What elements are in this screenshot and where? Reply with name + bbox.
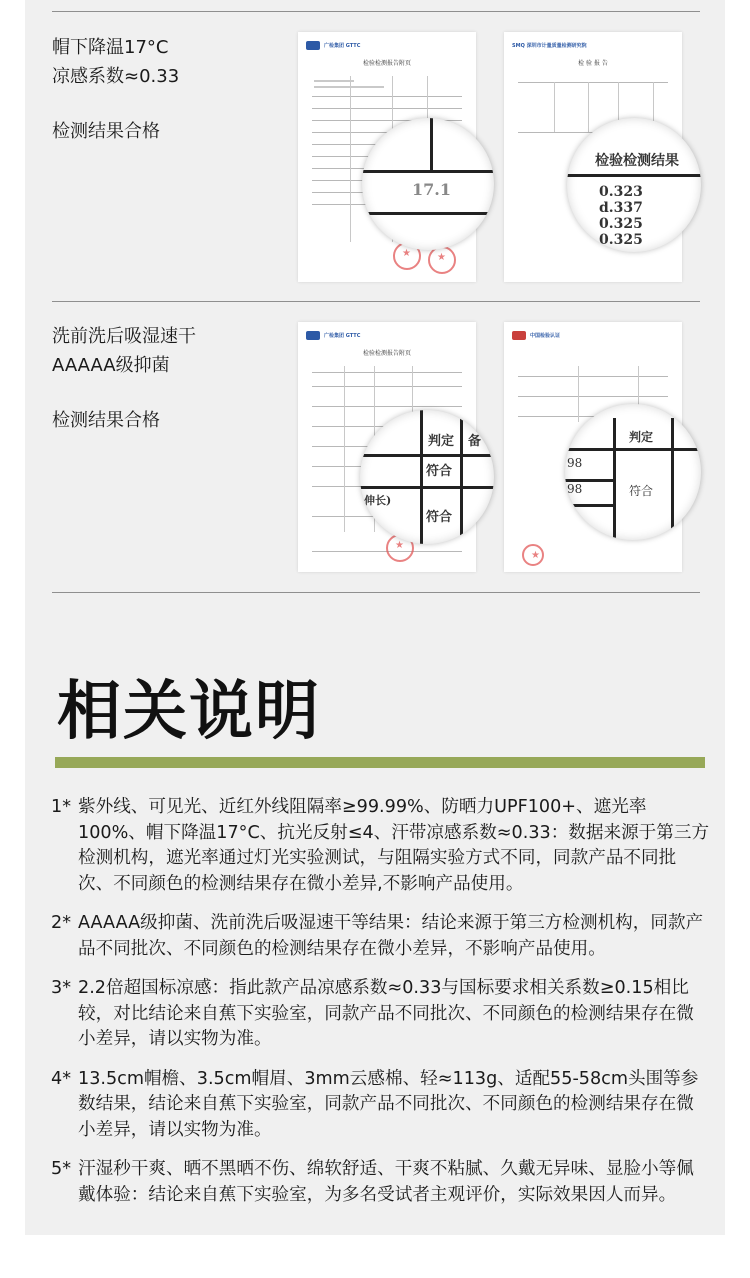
note-item bbox=[51, 976, 711, 1053]
doc-header bbox=[306, 38, 468, 52]
doc-header bbox=[512, 38, 674, 52]
magnified-heading: 检验检测结果 bbox=[595, 153, 679, 169]
divider-top bbox=[52, 11, 700, 12]
magnified-pass: 符合 bbox=[629, 484, 654, 498]
magnified-value: d.337 bbox=[599, 200, 643, 216]
report-2-magnifier-a bbox=[360, 410, 494, 544]
gttc-logo-icon bbox=[306, 331, 320, 340]
note-item bbox=[51, 795, 711, 897]
gttc-logo-icon bbox=[306, 41, 320, 50]
magnified-value: 98 bbox=[567, 456, 583, 470]
report-1-label-line-1: 帽下降温17°C bbox=[52, 37, 169, 58]
magnified-column-header: 判定 bbox=[428, 434, 455, 449]
report-1-label bbox=[52, 33, 179, 91]
divider-bottom bbox=[52, 592, 700, 593]
doc-header bbox=[512, 328, 674, 342]
note-text: AAAAA级抑菌、洗前洗后吸湿速干等结果：结论来源于第三方检测机构，同款产品不同批次、不同颜色的检测结果存在微小差异，不影响产品使用。 bbox=[78, 913, 704, 959]
section-title: 相关说明 bbox=[57, 675, 321, 749]
notes-list bbox=[51, 795, 711, 1222]
magnified-value: 17.1 bbox=[412, 180, 451, 199]
magnified-pass: 符合 bbox=[426, 510, 453, 525]
note-number: 2* bbox=[51, 913, 71, 933]
note-number: 5* bbox=[51, 1159, 71, 1179]
report-2-result: 检测结果合格 bbox=[52, 410, 160, 431]
magnified-value: 0.325 bbox=[599, 232, 643, 248]
report-2-label-line-2: AAAAA级抑菌 bbox=[52, 355, 170, 376]
note-text: 紫外线、可见光、近红外线阻隔率≥99.99%、防晒力UPF100+、遮光率100%、帽下降温17°C、抗光反射≤4、汗带凉感系数≈0.33：数据来源于第三方检测机构，遮光率通过灯光实验测试，与阻隔实验方式不同，同款产品不同批次、不同颜色的检测结果存在微小差异,不影响产品使用。 bbox=[78, 797, 710, 894]
doc-title: 检验检测报告附页 bbox=[362, 350, 411, 357]
doc-logo-text: SMQ 深圳市计量质量检测研究院 bbox=[512, 42, 587, 49]
report-2-label bbox=[52, 322, 196, 380]
note-item bbox=[51, 1067, 711, 1144]
report-1-magnifier-a bbox=[362, 118, 494, 250]
report-2-label-line-1: 洗前洗后吸湿速干 bbox=[52, 326, 196, 347]
magnified-row-label: 伸长) bbox=[364, 494, 392, 507]
magnified-value: 0.325 bbox=[599, 216, 643, 232]
note-number: 1* bbox=[51, 797, 71, 817]
magnified-pass: 符合 bbox=[426, 464, 453, 479]
divider-middle bbox=[52, 301, 700, 302]
doc-header bbox=[306, 328, 468, 342]
magnified-heading: 判定 bbox=[629, 430, 654, 444]
note-item bbox=[51, 1157, 711, 1208]
note-text: 13.5cm帽檐、3.5cm帽眉、3mm云感棉、轻≈113g、适配55-58cm头围等参数结果，结论来自蕉下实验室，同款产品不同批次、不同颜色的检测结果存在微小差异，请以实物为准。 bbox=[78, 1068, 699, 1140]
note-item bbox=[51, 911, 711, 962]
doc-logo-text: 广检集团 GTTC bbox=[324, 42, 361, 49]
doc-title: 检 验 报 告 bbox=[578, 60, 608, 67]
report-1-result: 检测结果合格 bbox=[52, 121, 160, 142]
report-2-magnifier-b bbox=[565, 404, 701, 540]
note-number: 3* bbox=[51, 978, 71, 998]
doc-logo-text: 中国检验认证 bbox=[530, 332, 561, 339]
cma-logo-icon bbox=[512, 331, 526, 340]
magnified-value: 0.323 bbox=[599, 184, 643, 200]
note-number: 4* bbox=[51, 1068, 71, 1089]
report-1-magnifier-b bbox=[567, 118, 701, 252]
magnified-value: 98 bbox=[567, 482, 583, 496]
red-stamp-icon bbox=[428, 246, 456, 274]
doc-title: 检验检测报告附页 bbox=[362, 60, 411, 67]
accent-bar bbox=[55, 757, 705, 768]
report-1-label-line-2: 凉感系数≈0.33 bbox=[52, 66, 180, 87]
note-text: 汗湿秒干爽、晒不黑晒不伤、绵软舒适、干爽不粘腻、久戴无异味、显脸小等佩戴体验：结论来自蕉下实验室，为多名受试者主观评价，实际效果因人而异。 bbox=[78, 1159, 694, 1205]
magnified-column-header: 备 bbox=[468, 434, 482, 449]
red-stamp-icon bbox=[522, 544, 544, 566]
note-text: 2.2倍超国标凉感：指此款产品凉感系数≈0.33与国标要求相关系数≥0.15相比较，对比结论来自蕉下实验室，同款产品不同批次、不同颜色的检测结果存在微小差异，请以实物为准。 bbox=[78, 978, 694, 1049]
doc-logo-text: 广检集团 GTTC bbox=[324, 332, 361, 339]
